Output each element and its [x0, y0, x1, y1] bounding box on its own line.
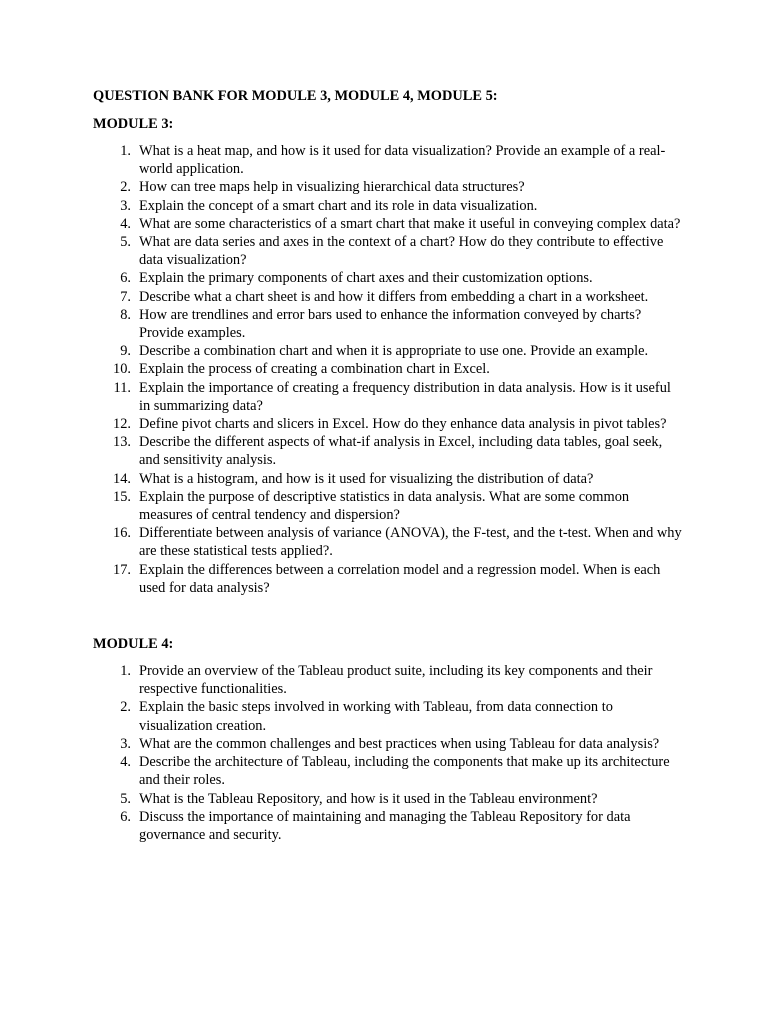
- question-item: [93, 306, 683, 342]
- question-item: [93, 735, 683, 753]
- question-text: What are some characteristics of a smart chart that make it useful in conveying complex data?: [139, 215, 681, 232]
- question-number: 13.: [113, 434, 131, 451]
- question-number: 3.: [120, 735, 131, 752]
- question-number: 6.: [120, 808, 131, 825]
- question-number: 2.: [120, 699, 131, 716]
- question-number: 17.: [113, 561, 131, 578]
- question-text: Explain the purpose of descriptive statistics in data analysis. What are some common measures of central tendency and dispersion?: [139, 488, 630, 524]
- question-number: 2.: [120, 179, 131, 196]
- question-item: [93, 215, 683, 233]
- module-4-question-list: [93, 662, 683, 844]
- module-3-section: [93, 115, 683, 597]
- question-text: Explain the importance of creating a frequency distribution in data analysis. How is it useful in summarizing data?: [139, 379, 671, 414]
- question-number: 5.: [120, 790, 131, 807]
- document-page: [93, 87, 683, 844]
- question-text: Differentiate between analysis of variance (ANOVA), the F-test, and the t-test. When and why are these statistical tests applied?.: [139, 525, 682, 560]
- question-number: 5.: [120, 234, 131, 251]
- question-item: [93, 790, 683, 808]
- question-number: 4.: [120, 215, 131, 232]
- question-item: [93, 808, 683, 844]
- question-item: [93, 488, 683, 524]
- module-4-section: [93, 635, 683, 844]
- question-text: Explain the concept of a smart chart and its role in data visualization.: [139, 197, 538, 214]
- question-item: [93, 178, 683, 196]
- question-text: Explain the differences between a correlation model and a regression model. When is each used for data analysis?: [139, 561, 661, 596]
- question-text: What are data series and axes in the context of a chart? How do they contribute to effective data visualization?: [139, 234, 664, 269]
- question-number: 11.: [113, 379, 131, 396]
- question-text: Explain the process of creating a combination chart in Excel.: [139, 361, 490, 378]
- question-text: Describe what a chart sheet is and how it differs from embedding a chart in a worksheet.: [139, 288, 649, 305]
- question-text: How are trendlines and error bars used to enhance the information conveyed by charts? Provide examples.: [139, 306, 642, 342]
- question-item: [93, 288, 683, 306]
- question-number: 15.: [113, 488, 131, 505]
- question-text: Describe the architecture of Tableau, including the components that make up its architecture and their roles.: [139, 754, 670, 789]
- question-number: 6.: [120, 270, 131, 287]
- question-number: 14.: [113, 470, 131, 487]
- question-number: 8.: [120, 306, 131, 323]
- question-number: 7.: [120, 288, 131, 305]
- document-title: QUESTION BANK FOR MODULE 3, MODULE 4, MODULE 5:: [93, 88, 498, 104]
- module-3-heading: MODULE 3:: [93, 116, 174, 132]
- question-number: 10.: [113, 361, 131, 378]
- question-number: 16.: [113, 525, 131, 542]
- question-text: Provide an overview of the Tableau product suite, including its key components and their respective functionalities.: [139, 663, 653, 698]
- question-item: [93, 753, 683, 789]
- question-text: Describe the different aspects of what-if analysis in Excel, including data tables, goal seek, and sensitivity analysis.: [139, 434, 663, 469]
- question-item: [93, 342, 683, 360]
- question-item: [93, 470, 683, 488]
- question-item: [93, 561, 683, 597]
- question-item: [93, 142, 683, 178]
- question-text: What is a histogram, and how is it used for visualizing the distribution of data?: [139, 470, 594, 487]
- question-item: [93, 698, 683, 734]
- question-text: Define pivot charts and slicers in Excel. How do they enhance data analysis in pivot tables?: [139, 416, 667, 433]
- question-item: [93, 379, 683, 415]
- question-item: [93, 415, 683, 433]
- question-number: 1.: [120, 663, 131, 680]
- question-number: 1.: [120, 143, 131, 159]
- module-3-question-list: [93, 142, 683, 597]
- question-item: [93, 233, 683, 269]
- question-item: [93, 360, 683, 378]
- question-item: [93, 662, 683, 698]
- question-text: What is a heat map, and how is it used for data visualization? Provide an example of a real-world application.: [139, 143, 666, 178]
- question-number: 3.: [120, 197, 131, 214]
- question-text: How can tree maps help in visualizing hierarchical data structures?: [139, 179, 525, 196]
- question-item: [93, 433, 683, 469]
- question-text: Explain the primary components of chart axes and their customization options.: [139, 270, 593, 287]
- module-4-heading: MODULE 4:: [93, 636, 174, 653]
- question-number: 4.: [120, 754, 131, 771]
- question-text: What are the common challenges and best practices when using Tableau for data analysis?: [139, 735, 660, 752]
- question-number: 12.: [113, 416, 131, 433]
- question-number: 9.: [120, 343, 131, 360]
- question-item: [93, 269, 683, 287]
- question-text: Discuss the importance of maintaining and managing the Tableau Repository for data governance and security.: [139, 808, 631, 843]
- question-item: [93, 197, 683, 215]
- question-text: Explain the basic steps involved in working with Tableau, from data connection to visualization creation.: [139, 699, 613, 734]
- question-text: Describe a combination chart and when it is appropriate to use one. Provide an example.: [139, 343, 649, 360]
- question-text: What is the Tableau Repository, and how is it used in the Tableau environment?: [139, 790, 598, 807]
- question-item: [93, 524, 683, 560]
